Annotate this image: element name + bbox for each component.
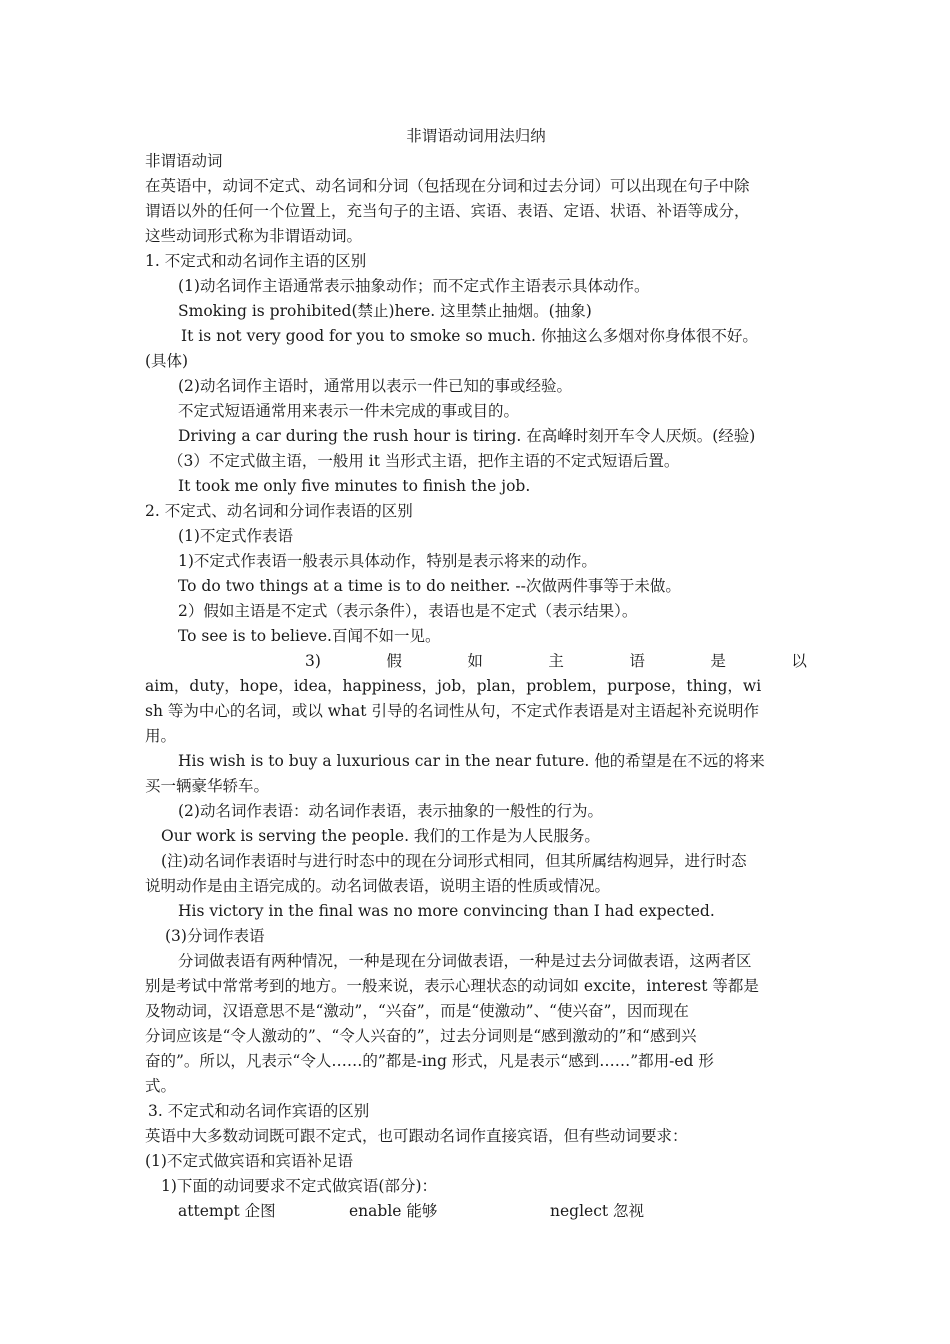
- section-heading: 2. 不定式、动名词和分词作表语的区别: [145, 502, 413, 520]
- paragraph-line: 别是考试中常常考到的地方。一般来说，表示心理状态的动词如 excite，interest 等都是: [145, 977, 759, 995]
- spread-word: 语: [629, 652, 645, 670]
- paragraph-line: 分词做表语有两种情况，一种是现在分词做表语，一种是过去分词做表语，这两者区: [178, 952, 752, 970]
- example-sentence: Smoking is prohibited(禁止)here. 这里禁止抽烟。(抽象): [178, 302, 592, 320]
- paragraph-line: 在英语中，动词不定式、动名词和分词（包括现在分词和过去分词）可以出现在句子中除: [145, 177, 750, 195]
- subsection-heading: (1)不定式做宾语和宾语补足语: [145, 1152, 353, 1170]
- section-heading: 非谓语动词: [145, 152, 223, 170]
- paragraph-line: 这些动词形式称为非谓语动词。: [145, 227, 363, 245]
- example-sentence: It is not very good for you to smoke so much. 你抽这么多烟对你身体很不好。: [181, 327, 758, 345]
- example-sentence: To do two things at a time is to do neither. --次做两件事等于未做。: [178, 577, 681, 595]
- note-line: 说明动作是由主语完成的。动名词做表语，说明主语的性质或情况。: [145, 877, 611, 895]
- verb-list-item: neglect 忽视: [550, 1202, 645, 1220]
- paragraph-line: 分词应该是“令人激动的”、“令人兴奋的”，过去分词则是“感到激动的”和“感到兴: [145, 1027, 697, 1045]
- paragraph-line: 2）假如主语是不定式（表示条件），表语也是不定式（表示结果）。: [178, 602, 638, 620]
- spread-word: 以: [791, 652, 807, 670]
- paragraph-line: 1)不定式作表语一般表示具体动作，特别是表示将来的动作。: [178, 552, 597, 570]
- page-title: 非谓语动词用法归纳: [406, 127, 546, 145]
- spread-word: 主: [548, 652, 564, 670]
- verb-list-row: [145, 1199, 807, 1224]
- spread-word: 如: [467, 652, 483, 670]
- spread-word: 是: [710, 652, 726, 670]
- paragraph-line: 及物动词，汉语意思不是“激动”，“兴奋”，而是“使激动”、“使兴奋”，因而现在: [145, 1002, 689, 1020]
- spread-word: 假: [386, 652, 402, 670]
- example-sentence: Our work is serving the people. 我们的工作是为人民服务。: [161, 827, 600, 845]
- note-line: (注)动名词作表语时与进行时态中的现在分词形式相同，但其所属结构迥异，进行时态: [161, 852, 747, 870]
- example-sentence: His wish is to buy a luxurious car in the near future. 他的希望是在不远的将来: [178, 752, 765, 770]
- example-sentence: It took me only five minutes to finish the job.: [178, 477, 531, 495]
- justified-line: [305, 649, 807, 674]
- paragraph-line: sh 等为中心的名词，或以 what 引导的名词性从句，不定式作表语是对主语起补充说明作: [145, 702, 759, 720]
- subsection-heading: (2)动名词作表语：动名词作表语，表示抽象的一般性的行为。: [178, 802, 603, 820]
- verb-list-item: attempt 企图: [178, 1202, 276, 1220]
- paragraph-line: (1)动名词作主语通常表示抽象动作；而不定式作主语表示具体动作。: [178, 277, 650, 295]
- paragraph-line: 谓语以外的任何一个位置上，充当句子的主语、宾语、表语、定语、状语、补语等成分，: [145, 202, 750, 220]
- paragraph-line: aim，duty，hope，idea，happiness，job，plan，problem，purpose，thing，wi: [145, 677, 762, 695]
- paragraph-line: 买一辆豪华轿车。: [145, 777, 270, 795]
- paragraph-line: 奋的”。所以，凡表示“令人……的”都是-ing 形式，凡是表示“感到……”都用-ed 形: [145, 1052, 714, 1070]
- paragraph-line: 1)下面的动词要求不定式做宾语(部分)：: [161, 1177, 438, 1195]
- paragraph-line: 用。: [145, 727, 177, 745]
- paragraph-line: (2)动名词作主语时，通常用以表示一件已知的事或经验。: [178, 377, 572, 395]
- paragraph-line: 不定式短语通常用来表示一件未完成的事或目的。: [178, 402, 520, 420]
- verb-list-item: enable 能够: [349, 1202, 438, 1220]
- paragraph-line: （3）不定式做主语，一般用 it 当形式主语，把作主语的不定式短语后置。: [168, 452, 680, 470]
- subsection-heading: (3)分词作表语: [165, 927, 265, 945]
- example-sentence: To see is to believe.百闻不如一见。: [178, 627, 441, 645]
- paragraph-line: (具体): [145, 352, 189, 370]
- example-sentence: His victory in the final was no more convincing than I had expected.: [178, 902, 715, 920]
- paragraph-line: 英语中大多数动词既可跟不定式，也可跟动名词作直接宾语，但有些动词要求：: [145, 1127, 688, 1145]
- section-heading: 3. 不定式和动名词作宾语的区别: [148, 1102, 370, 1120]
- example-sentence: Driving a car during the rush hour is tiring. 在高峰时刻开车令人厌烦。(经验): [178, 427, 756, 445]
- section-heading: 1. 不定式和动名词作主语的区别: [145, 252, 367, 270]
- spread-word: 3): [305, 652, 321, 670]
- subsection-heading: (1)不定式作表语: [178, 527, 293, 545]
- paragraph-line: 式。: [145, 1077, 177, 1095]
